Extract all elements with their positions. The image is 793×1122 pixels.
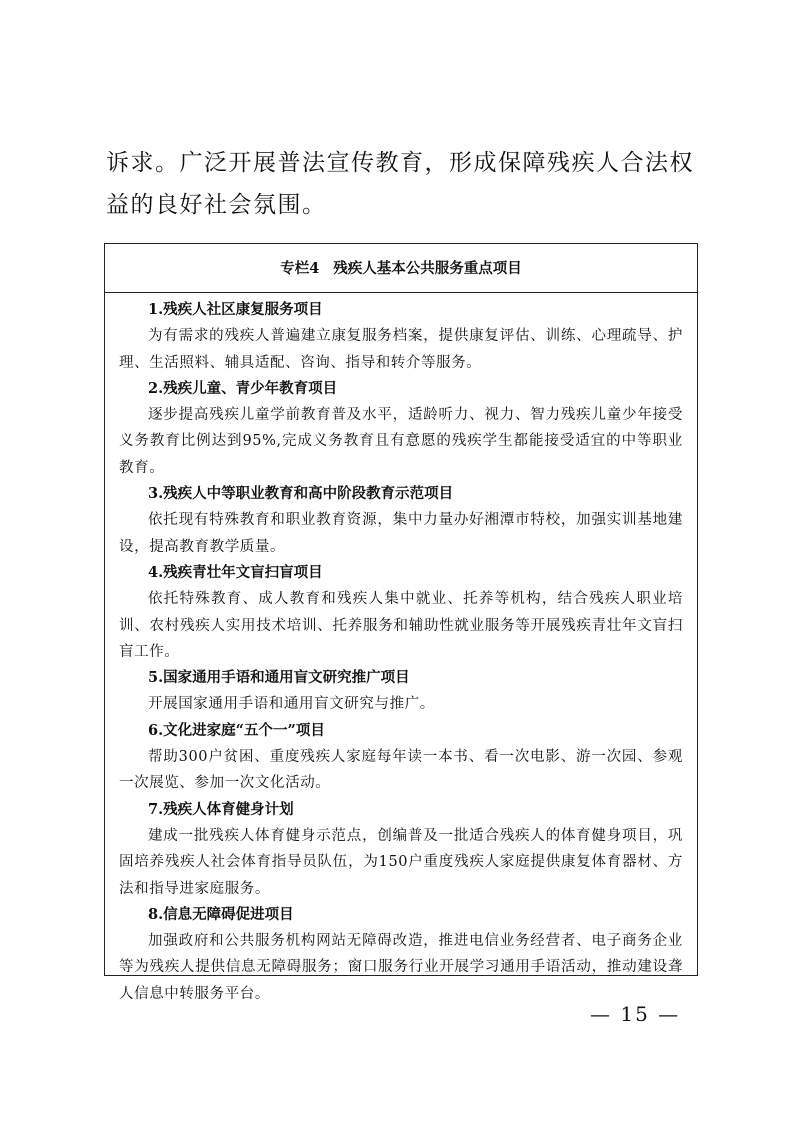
page-number: — 15 — xyxy=(590,1002,681,1026)
project-heading: 7.残疾人体育健身计划 xyxy=(148,800,294,818)
project-description: 建成一批残疾人体育健身示范点，创编普及一批适合残疾人的体育健身项目，巩固培养残疾人社会体育指导员队伍，为150户重度残疾人家庭提供康复体育器材、方法和指导进家庭服务。 xyxy=(119,827,683,897)
project-item xyxy=(119,560,683,665)
project-item xyxy=(119,718,683,797)
project-heading: 4.残疾青壮年文盲扫盲项目 xyxy=(148,563,323,581)
project-heading: 1.残疾人社区康复服务项目 xyxy=(148,301,323,318)
project-description: 逐步提高残疾儿童学前教育普及水平，适龄听力、视力、智力残疾儿童少年接受义务教育比例达到95%,完成义务教育且有意愿的残疾学生都能接受适宜的中等职业教育。 xyxy=(119,407,683,476)
box-title-text: 残疾人基本公共服务重点项目 xyxy=(333,260,522,277)
intro-paragraph: 诉求。广泛开展普法宣传教育，形成保障残疾人合法权益的良好社会氛围。 xyxy=(106,150,694,218)
project-description: 依托特殊教育、成人教育和残疾人集中就业、托养等机构，结合残疾人职业培训、农村残疾人实用技术培训、托养服务和辅助性就业服务等开展残疾青壮年文盲扫盲工作。 xyxy=(119,591,683,660)
project-heading: 8.信息无障碍促进项目 xyxy=(148,905,294,923)
box-title xyxy=(105,244,697,293)
project-item xyxy=(119,902,683,1007)
project-item xyxy=(119,481,683,560)
project-item xyxy=(119,376,683,481)
project-description: 加强政府和公共服务机构网站无障碍改造，推进电信业务经营者、电子商务企业等为残疾人提供信息无障碍服务；窗口服务行业开展学习通用手语活动，推动建设聋人信息中转服务平台。 xyxy=(119,933,683,1002)
project-description: 帮助300户贫困、重度残疾人家庭每年读一本书、看一次电影、游一次园、参观一次展览、参加一次文化活动。 xyxy=(119,749,683,792)
project-description: 依托现有特殊教育和职业教育资源，集中力量办好湘潭市特校，加强实训基地建设，提高教育教学质量。 xyxy=(119,512,683,555)
box-label: 专栏4 xyxy=(280,260,320,277)
project-heading: 2.残疾儿童、青少年教育项目 xyxy=(148,379,338,397)
feature-box xyxy=(104,243,698,1002)
project-item xyxy=(119,665,683,718)
project-heading: 5.国家通用手语和通用盲文研究推广项目 xyxy=(148,669,410,687)
project-item xyxy=(119,297,683,376)
project-description: 开展国家通用手语和通用盲文研究与推广。 xyxy=(148,696,435,713)
project-heading: 3.残疾人中等职业教育和高中阶段教育示范项目 xyxy=(148,485,454,503)
project-description: 为有需求的残疾人普遍建立康复服务档案，提供康复评估、训练、心理疏导、护理、生活照料、辅具适配、咨询、指导和转介等服务。 xyxy=(119,328,683,371)
project-heading: 6.文化进家庭“五个一”项目 xyxy=(148,721,325,739)
box-body xyxy=(105,293,697,1007)
project-item xyxy=(119,797,683,902)
